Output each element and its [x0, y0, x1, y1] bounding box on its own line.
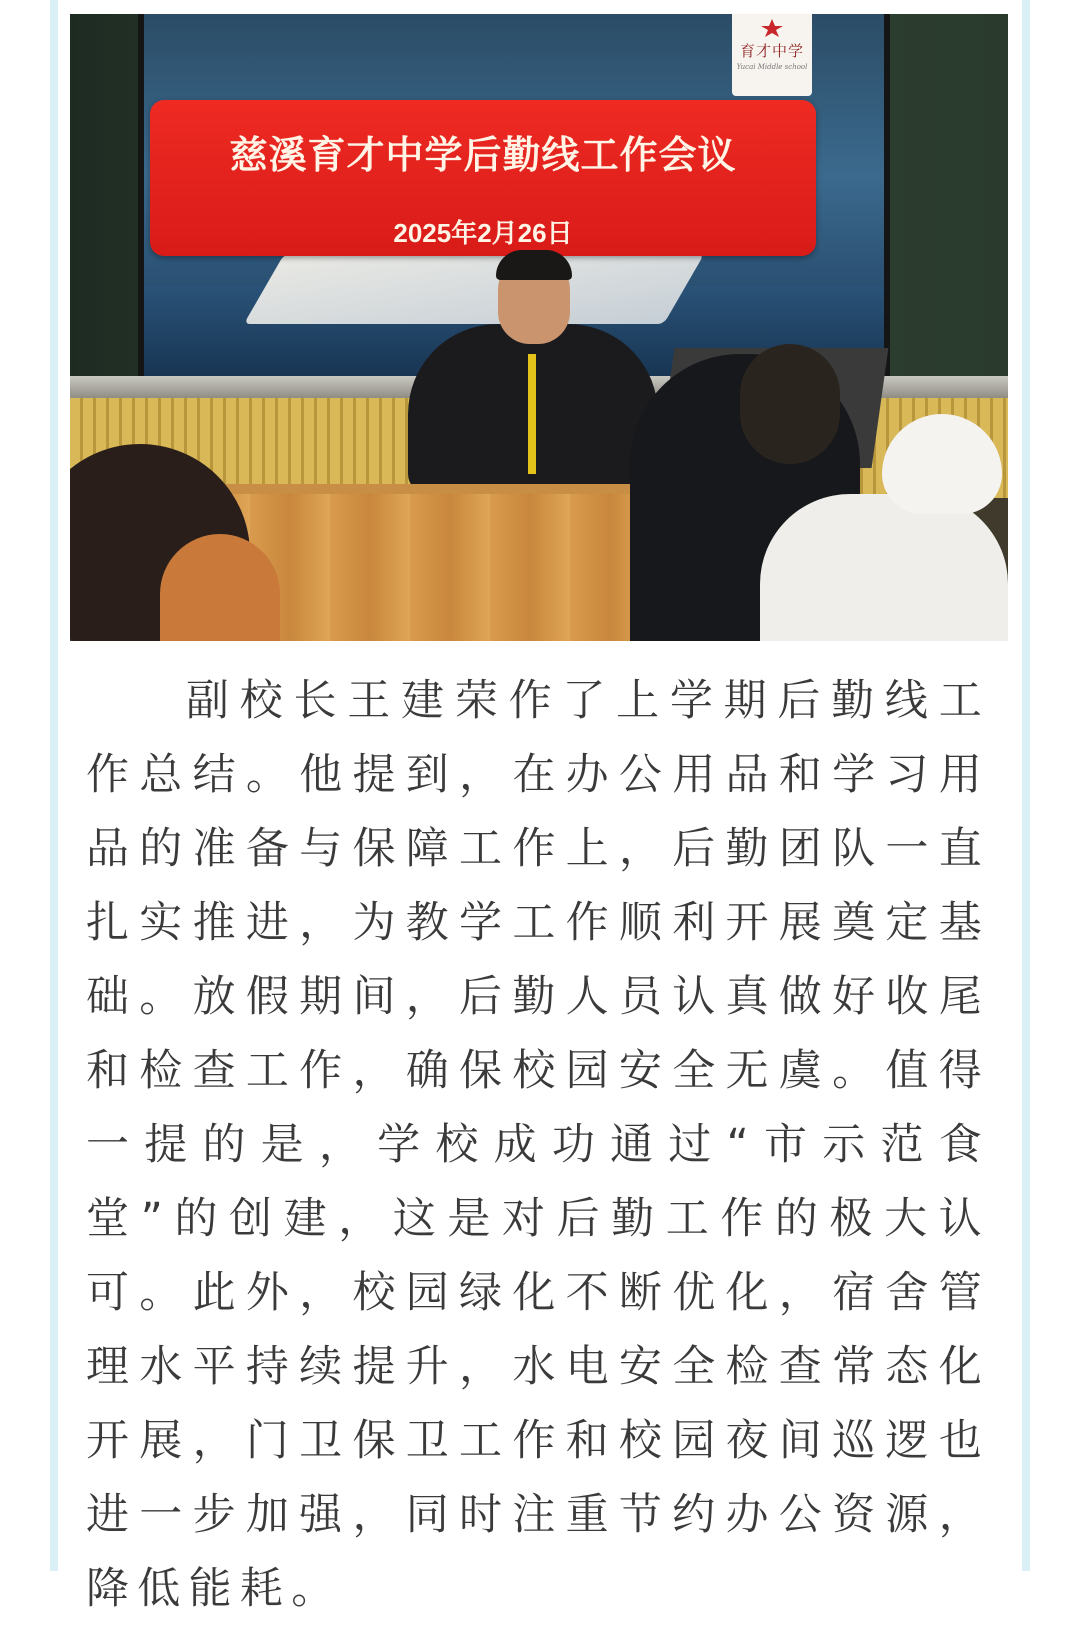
article-content	[70, 0, 1010, 1614]
screen-book-image	[244, 254, 704, 324]
school-logo	[732, 14, 812, 96]
right-accent-bar	[1022, 0, 1030, 1571]
right-border-strip	[1022, 0, 1080, 1571]
audience-member-white-uniform	[760, 494, 1008, 641]
banner-date: 2025年2月26日	[393, 218, 573, 248]
left-border-strip	[0, 0, 58, 1571]
speaker-hair	[496, 250, 572, 280]
meeting-banner	[150, 100, 816, 256]
logo-text: 育才中学	[739, 42, 804, 60]
left-accent-bar	[50, 0, 58, 1571]
logo-subtitle: Yucai Middle school	[736, 63, 808, 71]
meeting-photo[interactable]	[70, 14, 1008, 641]
school-emblem-icon	[760, 18, 784, 38]
speaker-lanyard	[528, 354, 536, 474]
audience-member-head	[740, 344, 840, 464]
article-paragraph: 副校长王建荣作了上学期后勤线工作总结。他提到，在办公用品和学习用品的准备与保障工作上，后勤团队一直扎实推进，为教学工作顺利开展奠定基础。放假期间，后勤人员认真做好收尾和检查工作，确保校园安全无虞。值得一提的是，学校成功通过“市示范食堂”的创建，这是对后勤工作的极大认可。此外，校园绿化不断优化，宿舍管理水平持续提升，水电安全检查常态化开展，门卫保卫工作和校园夜间巡逻也进一步加强，同时注重节约办公资源，降低能耗。	[86, 676, 990, 1614]
banner-title: 慈溪育才中学后勤线工作会议	[229, 135, 737, 177]
